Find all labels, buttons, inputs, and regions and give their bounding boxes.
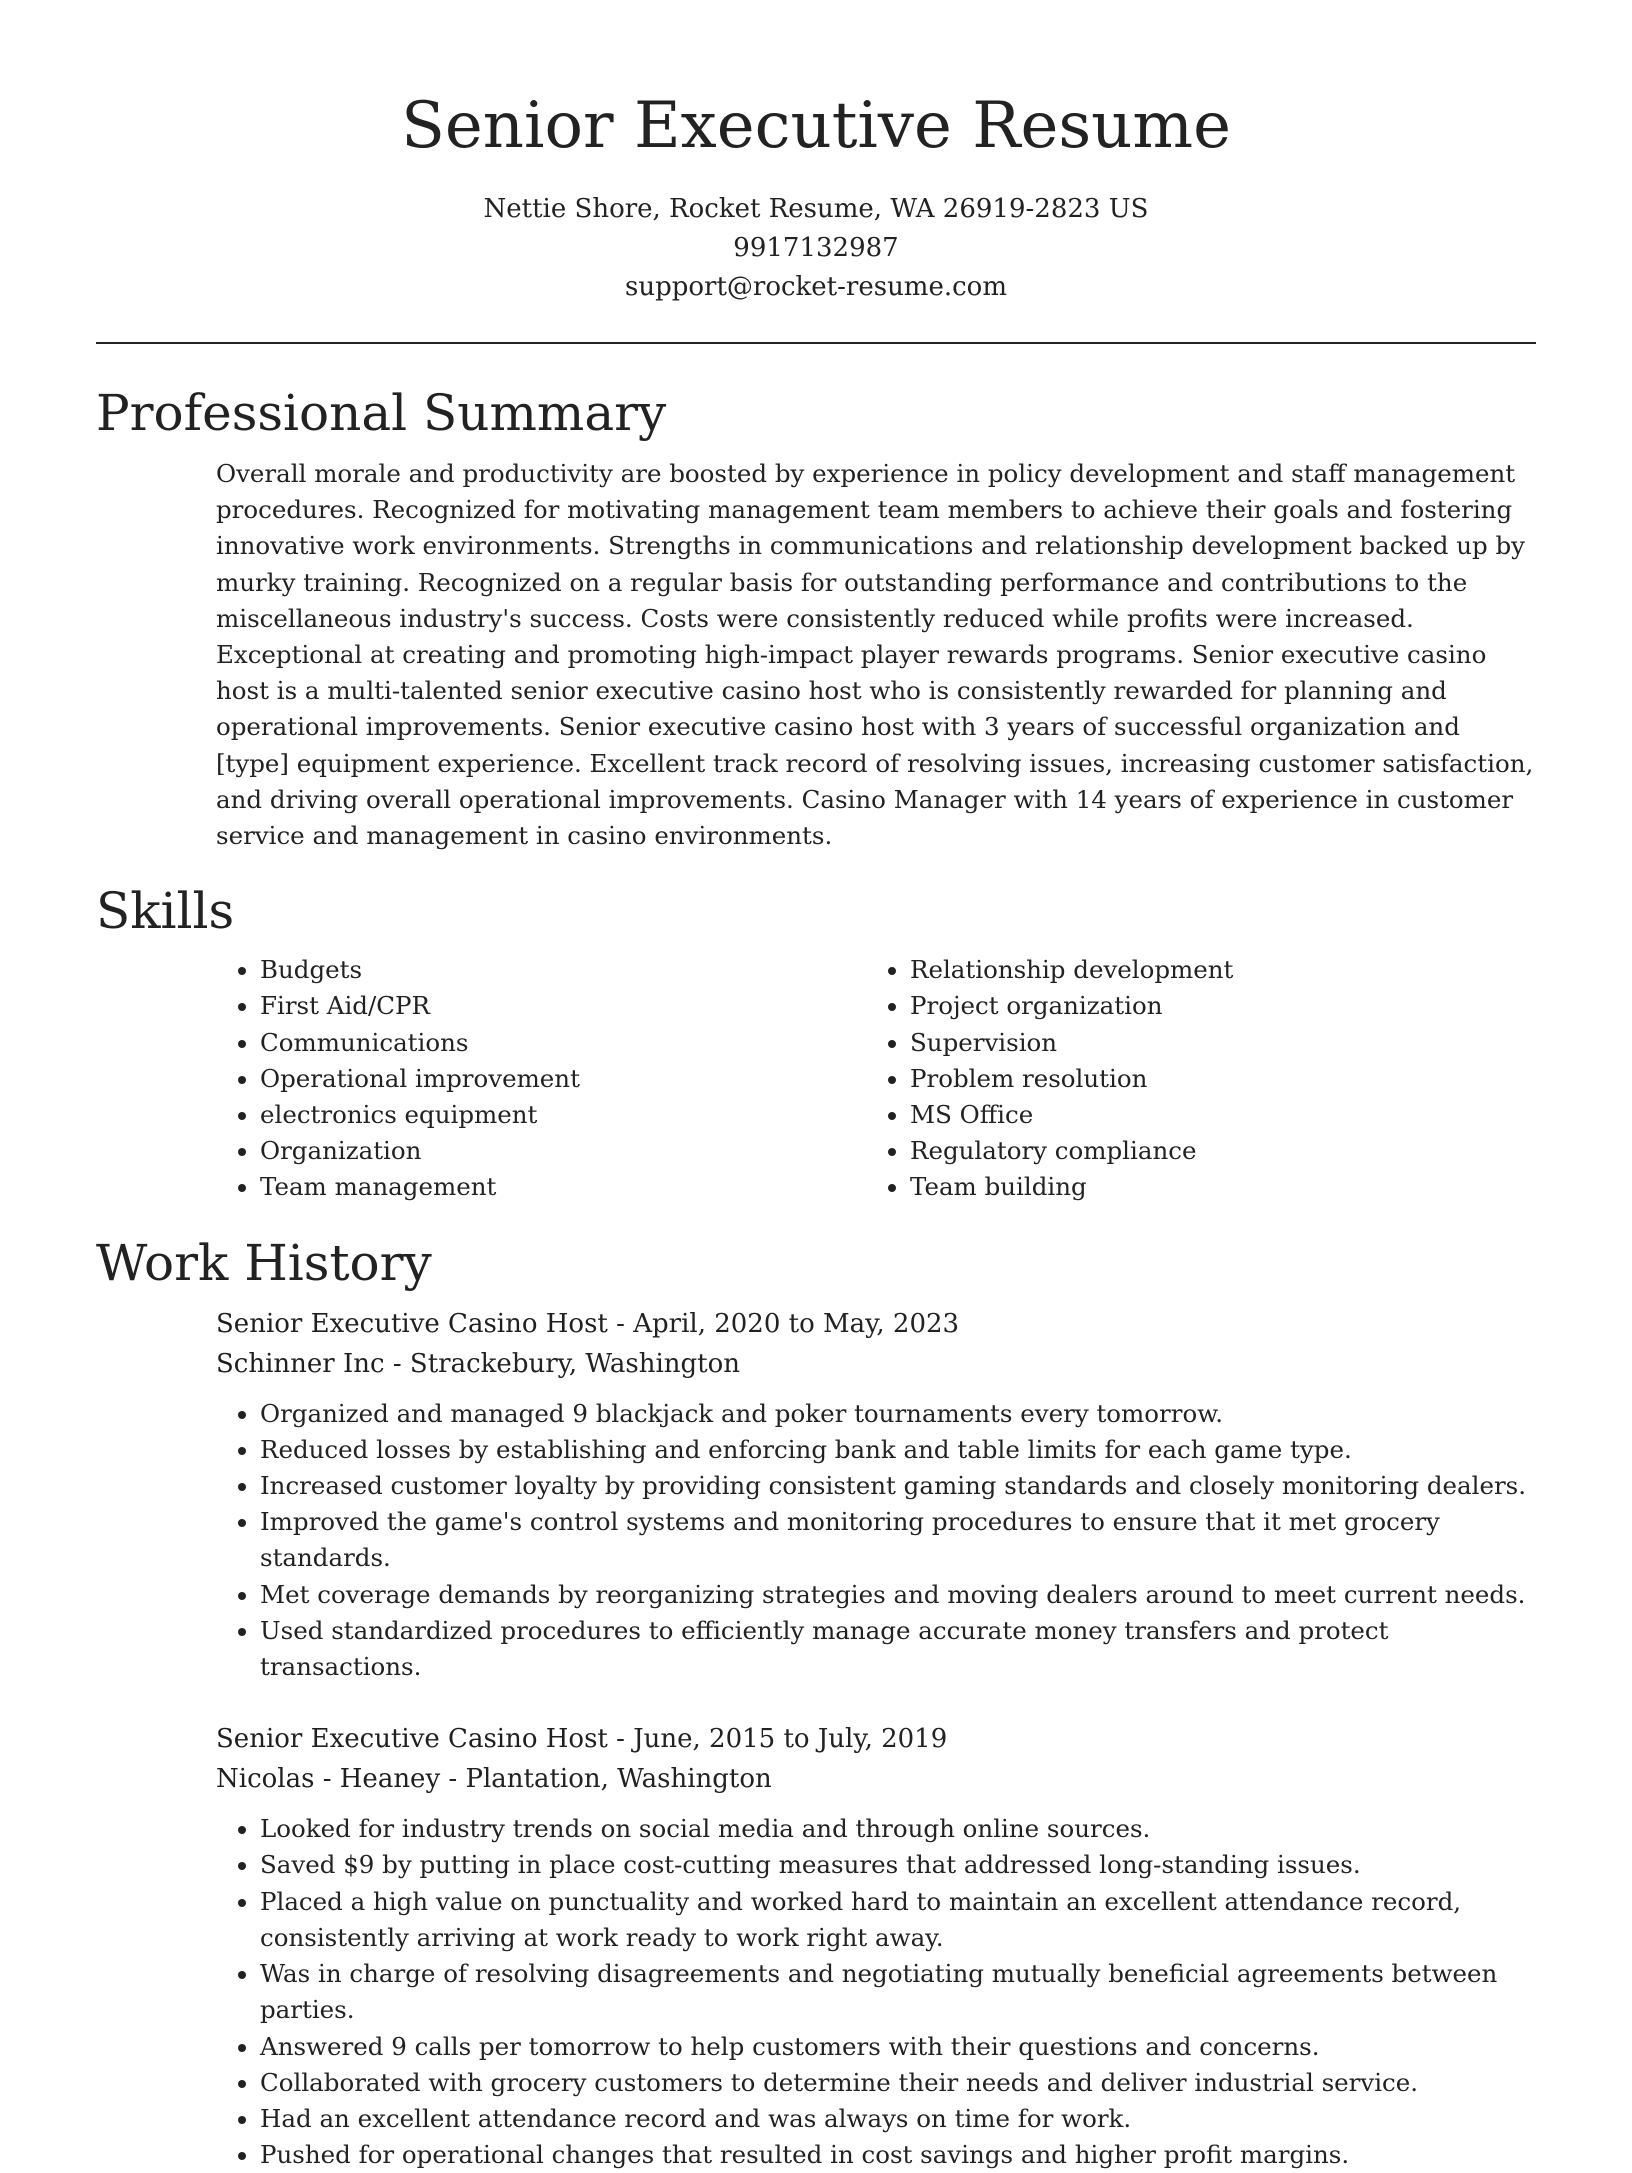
job-duty-item: • Collaborated with grocery customers to determine their needs and deliver industrial service. [260,2065,1536,2101]
resume-page [96,0,1536,2173]
job-duty-item: • Used standardized procedures to efficiently manage accurate money transfers and protect transactions. [260,1613,1536,1685]
job-location: Plantation, Washington [465,1764,772,1795]
job-company-line: Nicolas - Heaney - Plantation, Washington [216,1764,772,1795]
skill-item: • Project organization [910,988,1233,1024]
skill-item: • Operational improvement [260,1061,866,1097]
skill-item: • Budgets [260,952,866,988]
professional-summary-section [96,382,1536,854]
skill-item: • Team building [910,1169,1233,1205]
skill-item: • MS Office [910,1097,1233,1133]
job-entry [216,1304,1536,1686]
job-duty-item: • Met coverage demands by reorganizing strategies and moving dealers around to meet current needs. [260,1577,1536,1613]
skill-item: • First Aid/CPR [260,988,866,1024]
job-duty-item: • Improved the game's control systems and monitoring procedures to ensure that it met grocery standards. [260,1504,1536,1576]
section-heading-work-history: Work History [96,1233,432,1292]
job-title: Senior Executive Casino Host [216,1724,608,1755]
skill-item: • Regulatory compliance [910,1133,1233,1169]
contact-email: support@rocket-resume.com [624,272,1007,302]
job-dates: June, 2015 to July, 2019 [633,1724,948,1755]
skills-section [96,880,1536,1205]
skill-item: • Problem resolution [910,1061,1233,1097]
job-title-line: Senior Executive Casino Host - June, 2015 to July, 2019 [216,1724,948,1755]
job-duties-list [216,1396,1536,1686]
skill-item: • Relationship development [910,952,1233,988]
skill-item: • Supervision [910,1025,1233,1061]
job-dates: April, 2020 to May, 2023 [633,1308,960,1339]
header-divider [96,342,1536,344]
section-heading-summary: Professional Summary [96,384,667,442]
job-title-line: Senior Executive Casino Host - April, 2020 to May, 2023 [216,1308,960,1339]
job-duty-item: • Pushed for operational changes that resulted in cost savings and higher profit margins. [260,2137,1536,2173]
job-location: Strackebury, Washington [409,1348,740,1379]
job-duty-item: • Placed a high value on punctuality and worked hard to maintain an excellent attendance record, consistently arriving at work ready to work right away. [260,1884,1536,1956]
job-company: Schinner Inc [216,1348,385,1379]
summary-text: Overall morale and productivity are boosted by experience in policy development and staff management procedures. Recognized for motivating management team members to achieve their goals and fostering innovative work environments. Strengths in communications and relationship development backed up by murky training. Recognized on a regular basis for outstanding performance and contributions to the miscellaneous industry's success. Costs were consistently reduced while profits were increased. Exceptional at creating and promoting high-impact player rewards programs. Senior executive casino host is a multi-talented senior executive casino host who is consistently rewarded for planning and operational improvements. Senior executive casino host with 3 years of successful organization and [type] equipment experience. Excellent track record of resolving issues, increasing customer satisfaction, and driving overall operational improvements. Casino Manager with 14 years of experience in customer service and management in casino environments. [216,459,1534,851]
job-duties-list [216,1811,1536,2173]
job-company: Nicolas - Heaney [216,1764,441,1795]
job-duty-item: • Looked for industry trends on social media and through online sources. [260,1811,1536,1847]
job-entry [216,1719,1536,2173]
job-duty-item: • Saved $9 by putting in place cost-cutting measures that addressed long-standing issues. [260,1847,1536,1883]
job-duty-item: • Had an excellent attendance record and was always on time for work. [260,2101,1536,2137]
skills-list [216,952,1536,1205]
resume-header [96,0,1536,307]
skills-column-right [866,952,1233,1205]
contact-phone: 9917132987 [733,233,899,263]
work-history-section [96,1232,1536,2173]
job-title: Senior Executive Casino Host [216,1308,608,1339]
skill-item: • electronics equipment [260,1097,866,1133]
skill-item: • Team management [260,1169,866,1205]
contact-info [96,190,1536,307]
job-duty-item: • Increased customer loyalty by providing consistent gaming standards and closely monitoring dealers. [260,1468,1536,1504]
skill-item: • Organization [260,1133,866,1169]
skills-column-left [216,952,866,1205]
job-company-line: Schinner Inc - Strackebury, Washington [216,1348,740,1379]
job-duty-item: • Organized and managed 9 blackjack and poker tournaments every tomorrow. [260,1396,1536,1432]
skill-item: • Communications [260,1025,866,1061]
job-duty-item: • Answered 9 calls per tomorrow to help customers with their questions and concerns. [260,2029,1536,2065]
job-duty-item: • Was in charge of resolving disagreements and negotiating mutually beneficial agreements between parties. [260,1956,1536,2028]
resume-title: Senior Executive Resume [401,89,1231,163]
section-heading-skills: Skills [96,882,235,941]
contact-address: Nettie Shore, Rocket Resume, WA 26919-2823 US [483,194,1149,224]
job-duty-item: • Reduced losses by establishing and enforcing bank and table limits for each game type. [260,1432,1536,1468]
